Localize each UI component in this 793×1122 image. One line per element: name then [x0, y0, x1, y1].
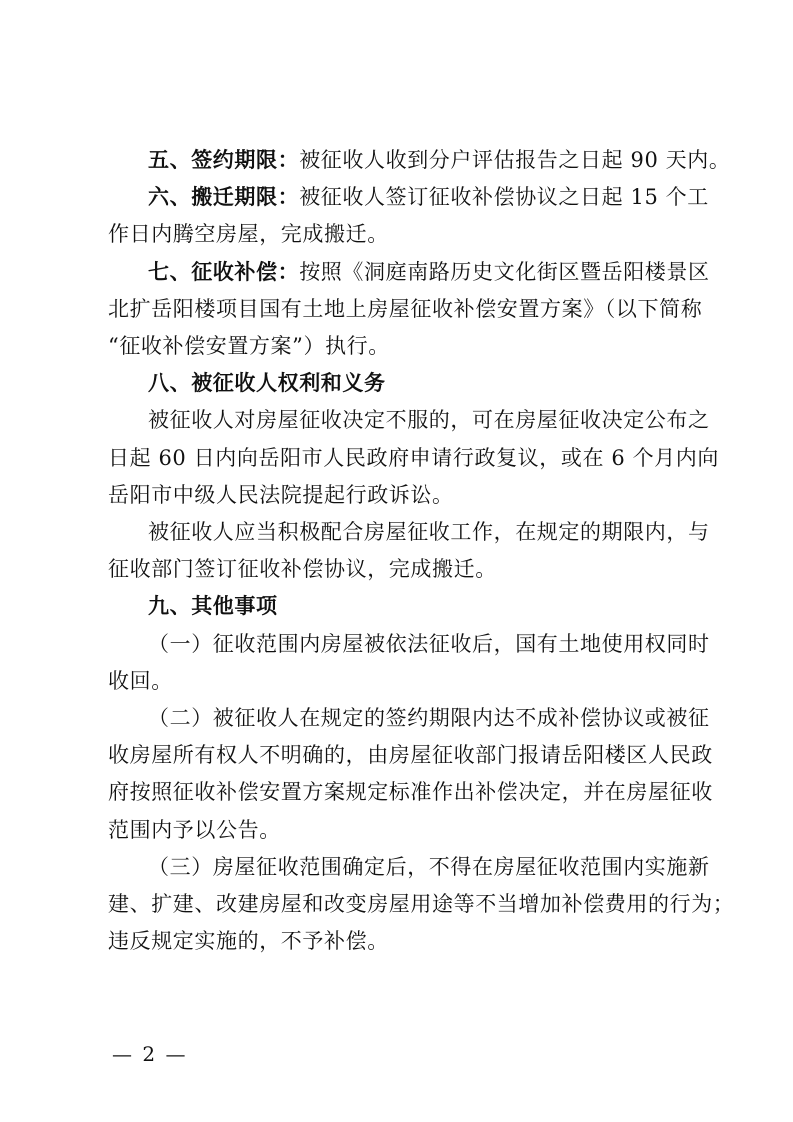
section-line: 作日内腾空房屋，完成搬迁。 [108, 222, 389, 247]
section-heading: 六、搬迁期限： [148, 185, 300, 210]
section-heading: 八、被征收人权利和义务 [148, 371, 386, 396]
section-text: 被征收人签订征收补偿协议之日起 15 个工 [299, 185, 709, 210]
section-text: 被征收人收到分户评估报告之日起 90 天内。 [299, 148, 731, 172]
document-body [108, 142, 735, 960]
section-signing-period [108, 142, 731, 179]
paragraph-line: 建、扩建、改建房屋和改变房屋用途等不当增加补偿费用的行为； [108, 892, 735, 917]
paragraph-line: 府按照征收补偿安置方案规定标准作出补偿决定，并在房屋征收 [108, 780, 713, 805]
section-rights-obligations [108, 365, 718, 588]
section-heading: 七、征收补偿： [148, 259, 300, 284]
section-line [108, 179, 718, 216]
section-text: 按照《洞庭南路历史文化街区暨岳阳楼景区 [299, 259, 710, 284]
paragraph-line: （二）被征收人在规定的签约期限内达不成补偿协议或被征 [148, 706, 710, 731]
section-compensation [108, 254, 718, 366]
section-other-matters [108, 588, 735, 960]
paragraph-line: 被征收人应当积极配合房屋征收工作，在规定的期限内，与 [148, 520, 710, 545]
section-heading: 五、签约期限： [148, 148, 300, 172]
section-line [108, 254, 718, 291]
paragraph-line: 违反规定实施的，不予补偿。 [108, 929, 389, 954]
section-line: 北扩岳阳楼项目国有土地上房屋征收补偿安置方案》（以下简称 [108, 296, 703, 321]
paragraph-line: （一）征收范围内房屋被依法征收后，国有土地使用权同时 [148, 631, 710, 656]
paragraph-line: 收回。 [108, 668, 173, 693]
paragraph-line: 被征收人对房屋征收决定不服的，可在房屋征收决定公布之 [148, 408, 710, 433]
section-relocation-period [108, 179, 718, 253]
section-line: “征收补偿安置方案”）执行。 [108, 334, 390, 359]
section-line [108, 142, 731, 179]
paragraph-line: 岳阳市中级人民法院提起行政诉讼。 [108, 482, 454, 507]
paragraph-line: 日起 60 日内向岳阳市人民政府申请行政复议，或在 6 个月内向 [108, 445, 719, 470]
paragraph-line: 范围内予以公告。 [108, 817, 281, 842]
paragraph-line: 征收部门签订征收补偿协议，完成搬迁。 [108, 557, 497, 582]
page-number: — 2 — [112, 1042, 188, 1066]
paragraph-line: （三）房屋征收范围确定后，不得在房屋征收范围内实施新 [148, 854, 710, 879]
paragraph-line: 收房屋所有权人不明确的，由房屋征收部门报请岳阳楼区人民政 [108, 743, 713, 768]
section-heading: 九、其他事项 [148, 594, 278, 619]
